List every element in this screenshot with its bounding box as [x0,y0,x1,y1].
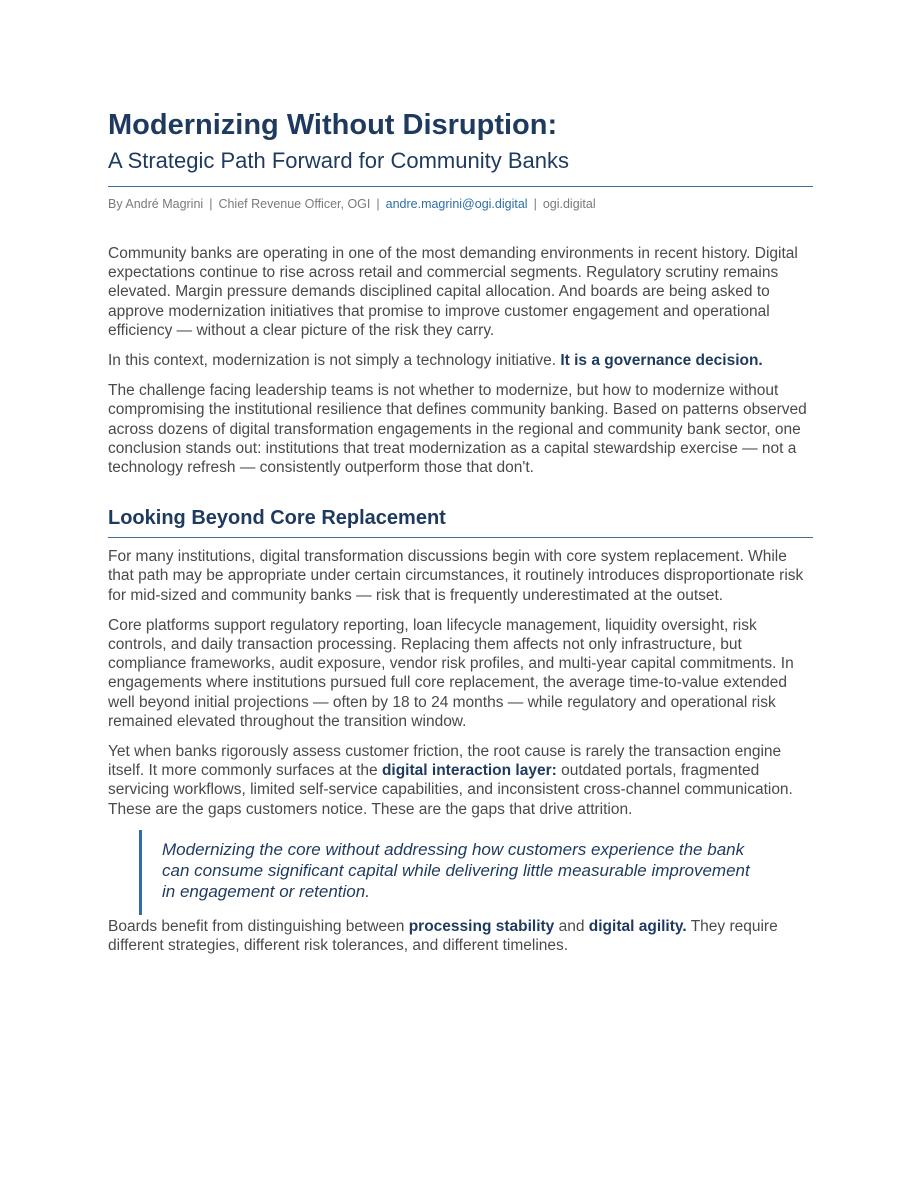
document-page [108,106,813,955]
digital-agility-emphasis: digital agility. [588,917,687,935]
byline-separator: | [376,197,380,211]
pull-quote [139,830,813,915]
digital-layer-emphasis: digital interaction layer: [381,762,557,780]
byline-role: Chief Revenue Officer, OGI [218,197,371,211]
byline-separator: | [209,197,213,211]
section-paragraph-3-text-b: outdated portals, fragmented servicing workflows, limited self-service capabilities, and inconsistent cross-channel communication. These are the gaps customers notice. These are the gaps that drive attrition. [108,762,793,818]
section-divider [108,537,813,538]
section-paragraph-3 [108,742,813,819]
section-paragraph-1: For many institutions, digital transformation discussions begin with core system replacement. While that path may be appropriate under certain circumstances, it routinely introduces disproportionate risk for mid-sized and community banks — risk that is frequently underestimated at the outset. [108,548,804,604]
processing-stability-emphasis: processing stability [408,917,555,935]
byline-author: By André Magrini [108,197,204,211]
intro-paragraph-1: Community banks are operating in one of the most demanding environments in recent history. Digital expectations continue to rise across retail and commercial segments. Regulatory scrutiny remains elevated. Margin pressure demands disciplined capital allocation. And boards are being asked to approve modernization initiatives that promise to improve customer engagement and operational efficiency — without a clear picture of the risk they carry. [108,245,798,339]
section-paragraph-4-text-b: They require different strategies, different risk tolerances, and different timelines. [108,917,778,955]
document-subtitle: A Strategic Path Forward for Community Banks [108,148,569,173]
section-paragraph-3-text-a: Yet when banks rigorously assess customer friction, the root cause is rarely the transaction engine itself. It more commonly surfaces at the [108,743,782,780]
section-heading: Looking Beyond Core Replacement [108,507,446,530]
governance-emphasis: It is a governance decision. [560,352,763,370]
section-paragraph-2: Core platforms support regulatory reporting, loan lifecycle management, liquidity oversight, risk controls, and daily transaction processing. Replacing them affects not only infrastructure, but compliance frameworks, audit exposure, vendor risk profiles, and multi-year capital commitments. In engagements where institutions pursued full core replacement, the average time-to-value extended well beyond initial projections — often by 18 to 24 months — while regulatory and operational risk remained elevated throughout the transition window. [108,616,794,730]
byline-site: ogi.digital [542,197,596,211]
section-paragraph-4 [108,917,813,955]
byline [108,195,813,213]
intro-paragraph-2 [108,351,813,370]
section-paragraph-4-and: and [554,917,589,935]
document-title: Modernizing Without Disruption: [108,109,558,141]
author-email-link[interactable]: andre.magrini@ogi.digital [385,197,528,211]
byline-separator: | [533,197,537,211]
section-paragraph-4-text-a: Boards benefit from distinguishing between [108,917,409,935]
title-divider [108,186,813,187]
intro-paragraph-2-text: In this context, modernization is not simply a technology initiative. [108,352,561,370]
intro-paragraph-3: The challenge facing leadership teams is not whether to modernize, but how to modernize without compromising the institutional resilience that defines community banking. Based on patterns observed across dozens of digital transformation engagements in the regional and community bank sector, one conclusion stands out: institutions that treat modernization as a capital stewardship exercise — not a technology refresh — consistently outperform those that don't. [108,382,807,477]
pull-quote-text: Modernizing the core without addressing how customers experience the bank can consume significant capital while delivering little measurable improvement in engagement or retention. [162,839,750,901]
